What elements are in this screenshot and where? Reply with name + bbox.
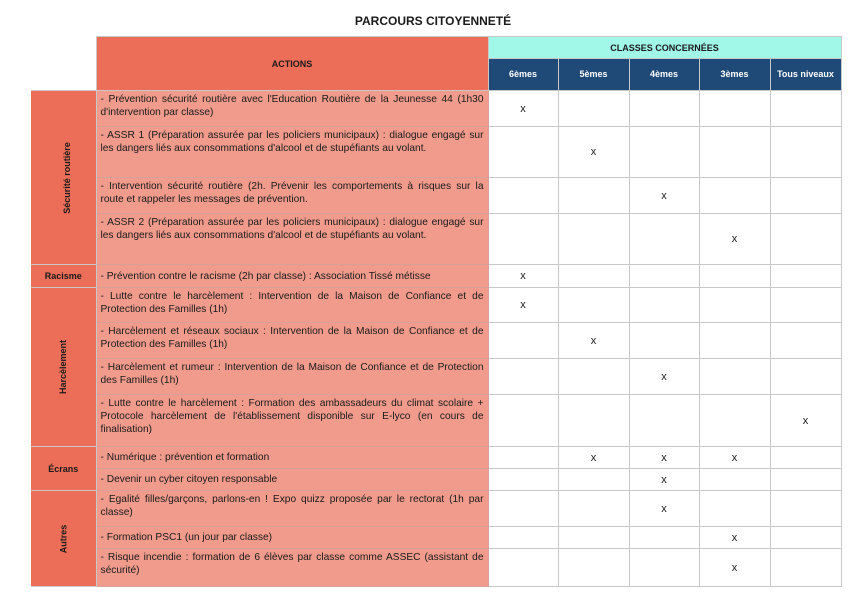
table-row xyxy=(31,91,841,127)
action-cell: - Egalité filles/garçons, parlons-en ! Expo quizz proposée par le rectorat (1h par classe) xyxy=(96,491,488,527)
level-mark-cell xyxy=(699,288,770,323)
level-header-6: 6èmes xyxy=(488,59,558,91)
level-mark-cell: x xyxy=(629,469,699,491)
level-mark-cell xyxy=(558,265,629,288)
level-mark-cell xyxy=(558,395,629,447)
action-cell: - Risque incendie : formation de 6 élèves par classe comme ASSEC (assistant de sécurité) xyxy=(96,549,488,587)
level-mark-cell xyxy=(770,359,841,395)
action-cell: - ASSR 2 (Préparation assurée par les policiers municipaux) : dialogue engagé sur les dangers liés aux consommations d'alcool et de stupéfiants au volant. xyxy=(96,214,488,265)
action-cell: - Lutte contre le harcèlement : Formation des ambassadeurs du climat scolaire + Protocole harcèlement de l'établissement disponible sur E-lyco (en cours de finalisation) xyxy=(96,395,488,447)
level-mark-cell xyxy=(770,178,841,214)
citizenship-table xyxy=(31,36,842,587)
level-mark-cell xyxy=(699,395,770,447)
level-mark-cell xyxy=(488,359,558,395)
level-mark-cell xyxy=(699,178,770,214)
level-mark-cell xyxy=(488,178,558,214)
level-mark-cell xyxy=(770,469,841,491)
level-mark-cell xyxy=(770,91,841,127)
level-mark-cell xyxy=(629,323,699,359)
level-mark-cell: x xyxy=(699,214,770,265)
level-mark-cell xyxy=(699,323,770,359)
category-label xyxy=(31,288,96,447)
level-header-3: 3èmes xyxy=(699,59,770,91)
category-name: Autres xyxy=(58,524,69,553)
action-cell: - Lutte contre le harcèlement : Intervention de la Maison de Confiance et de Protection des Familles (1h) xyxy=(96,288,488,323)
level-mark-cell: x xyxy=(629,491,699,527)
level-mark-cell xyxy=(558,359,629,395)
corner-blank xyxy=(31,37,96,91)
action-cell: - Formation PSC1 (un jour par classe) xyxy=(96,527,488,549)
level-mark-cell xyxy=(488,214,558,265)
table-row xyxy=(31,469,841,491)
table-row xyxy=(31,323,841,359)
level-mark-cell xyxy=(488,491,558,527)
level-mark-cell xyxy=(770,447,841,469)
level-mark-cell xyxy=(558,527,629,549)
action-cell: - Harcèlement et rumeur : Intervention de la Maison de Confiance et de Protection des Familles (1h) xyxy=(96,359,488,395)
table-body xyxy=(31,91,841,587)
level-mark-cell: x xyxy=(488,288,558,323)
level-mark-cell xyxy=(629,288,699,323)
level-mark-cell xyxy=(488,395,558,447)
level-mark-cell xyxy=(770,127,841,178)
action-cell: - Prévention sécurité routière avec l'Education Routière de la Jeunesse 44 (1h30 d'intervention par classe) xyxy=(96,91,488,127)
level-mark-cell xyxy=(558,288,629,323)
level-mark-cell xyxy=(488,127,558,178)
level-mark-cell xyxy=(629,549,699,587)
level-mark-cell xyxy=(558,469,629,491)
action-cell: - Numérique : prévention et formation xyxy=(96,447,488,469)
action-cell: - Devenir un cyber citoyen responsable xyxy=(96,469,488,491)
category-label xyxy=(31,491,96,587)
level-mark-cell xyxy=(488,527,558,549)
level-mark-cell: x xyxy=(699,447,770,469)
table-row xyxy=(31,549,841,587)
level-mark-cell xyxy=(770,527,841,549)
level-mark-cell xyxy=(629,527,699,549)
action-cell: - Intervention sécurité routière (2h. Prévenir les comportements à risques sur la route et rappeler les messages de prévention. xyxy=(96,178,488,214)
table-row xyxy=(31,527,841,549)
level-mark-cell: x xyxy=(770,395,841,447)
level-mark-cell xyxy=(558,491,629,527)
level-mark-cell xyxy=(770,265,841,288)
level-mark-cell: x xyxy=(488,91,558,127)
level-mark-cell xyxy=(699,359,770,395)
level-header-5: 5èmes xyxy=(558,59,629,91)
level-mark-cell: x xyxy=(558,447,629,469)
level-mark-cell xyxy=(699,491,770,527)
level-mark-cell xyxy=(699,469,770,491)
category-name: Racisme xyxy=(44,271,82,281)
category-label xyxy=(31,91,96,265)
category-label xyxy=(31,265,96,288)
level-mark-cell xyxy=(699,265,770,288)
page-title: PARCOURS CITOYENNETÉ xyxy=(354,14,512,28)
level-mark-cell xyxy=(629,395,699,447)
table-row xyxy=(31,359,841,395)
category-name: Écrans xyxy=(48,463,79,474)
table-row xyxy=(31,265,841,288)
actions-header: ACTIONS xyxy=(96,37,488,91)
level-mark-cell xyxy=(558,91,629,127)
level-mark-cell xyxy=(488,323,558,359)
level-mark-cell xyxy=(488,549,558,587)
level-mark-cell xyxy=(629,214,699,265)
category-label xyxy=(31,447,96,491)
level-mark-cell xyxy=(770,214,841,265)
level-mark-cell: x xyxy=(558,127,629,178)
level-mark-cell: x xyxy=(558,323,629,359)
level-mark-cell: x xyxy=(699,549,770,587)
level-mark-cell: x xyxy=(629,359,699,395)
category-name: Sécurité routière xyxy=(61,141,72,214)
level-mark-cell: x xyxy=(488,265,558,288)
classes-header: CLASSES CONCERNÉES xyxy=(488,37,841,59)
table-row xyxy=(31,491,841,527)
level-mark-cell: x xyxy=(629,447,699,469)
action-cell: - ASSR 1 (Préparation assurée par les policiers municipaux) : dialogue engagé sur les dangers liés aux consommations d'alcool et de stupéfiants au volant. xyxy=(96,127,488,178)
table-row xyxy=(31,178,841,214)
level-mark-cell xyxy=(629,127,699,178)
action-cell: - Prévention contre le racisme (2h par classe) : Association Tissé métisse xyxy=(96,265,488,288)
table-row xyxy=(31,288,841,323)
category-name: Harcèlement xyxy=(58,339,69,395)
level-mark-cell xyxy=(558,214,629,265)
level-mark-cell: x xyxy=(699,527,770,549)
level-mark-cell xyxy=(699,127,770,178)
table-row xyxy=(31,127,841,178)
level-mark-cell xyxy=(770,323,841,359)
level-mark-cell xyxy=(558,549,629,587)
level-mark-cell xyxy=(558,178,629,214)
level-mark-cell xyxy=(488,447,558,469)
level-mark-cell xyxy=(770,288,841,323)
level-mark-cell xyxy=(629,91,699,127)
level-mark-cell xyxy=(629,265,699,288)
table-row xyxy=(31,395,841,447)
level-header-4: 4èmes xyxy=(629,59,699,91)
level-mark-cell xyxy=(770,491,841,527)
action-cell: - Harcèlement et réseaux sociaux : Intervention de la Maison de Confiance et de Protection des Familles (1h) xyxy=(96,323,488,359)
level-mark-cell xyxy=(770,549,841,587)
level-header-all: Tous niveaux xyxy=(770,59,841,91)
level-mark-cell: x xyxy=(629,178,699,214)
level-mark-cell xyxy=(699,91,770,127)
table-row xyxy=(31,214,841,265)
level-mark-cell xyxy=(488,469,558,491)
table-row xyxy=(31,447,841,469)
